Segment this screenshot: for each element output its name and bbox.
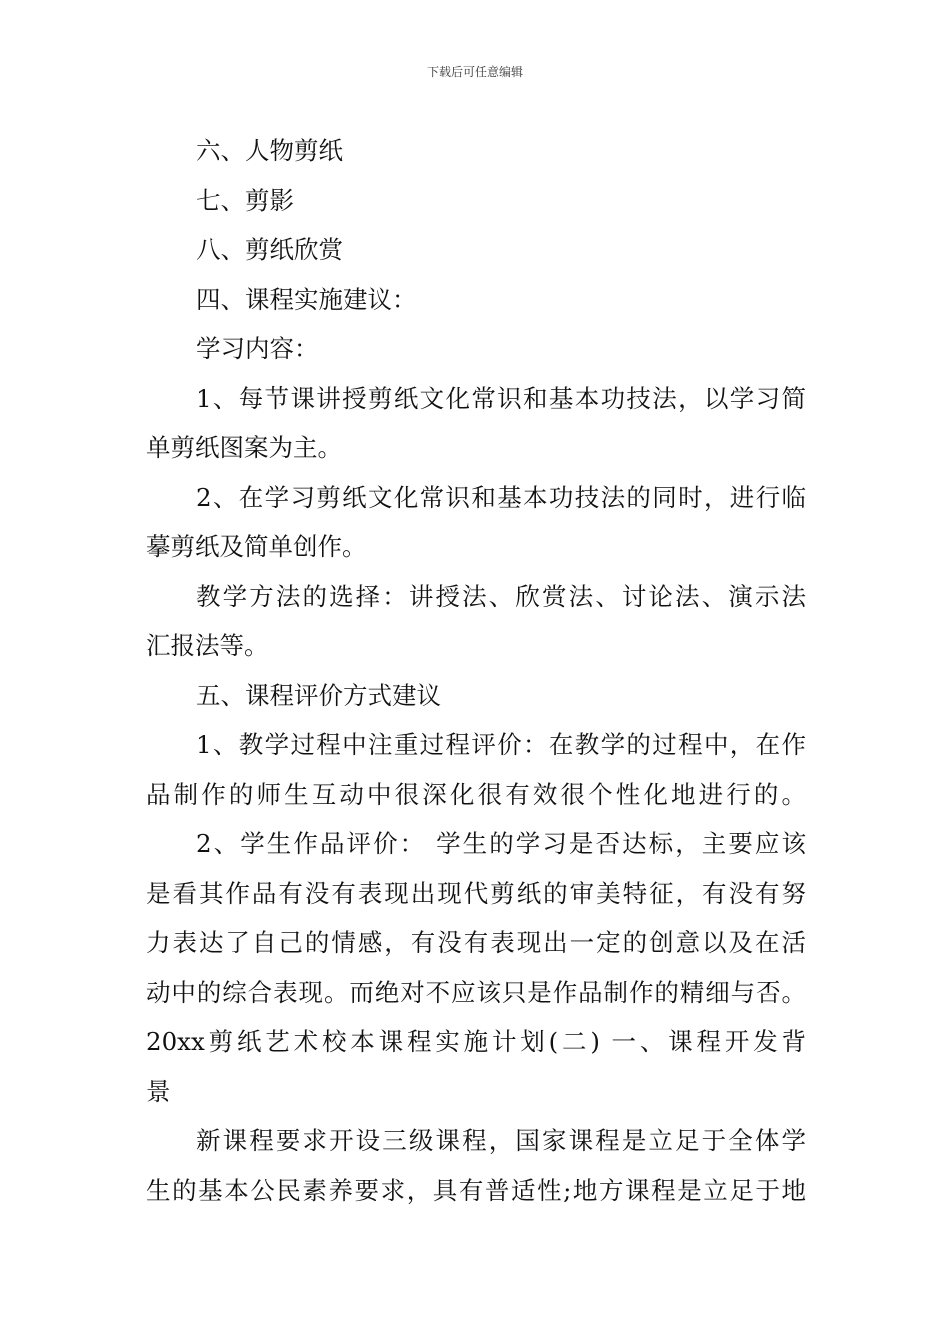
paragraph-line: 20xx剪纸艺术校本课程实施计划(二) 一、课程开发背: [146, 1027, 806, 1056]
paragraph-line: 力表达了自己的情感，有没有表现出一定的创意以及在活: [146, 928, 806, 957]
paragraph-line: 教学方法的选择：讲授法、欣赏法、讨论法、演示法: [196, 581, 806, 611]
section-heading: 四、课程实施建议：: [196, 284, 417, 314]
paragraph-line: 六、人物剪纸: [196, 136, 343, 165]
paragraph-line: 单剪纸图案为主。: [146, 433, 342, 462]
paragraph-line: 学习内容：: [196, 334, 319, 363]
paragraph-line: 2、学生作品评价： 学生的学习是否达标，主要应该: [196, 829, 806, 858]
paragraph-line: 八、剪纸欣赏: [196, 235, 343, 264]
paragraph-line: 2、在学习剪纸文化常识和基本功技法的同时，进行临: [196, 482, 806, 512]
section-heading: 五、课程评价方式建议: [196, 680, 441, 710]
paragraph-line: 新课程要求开设三级课程，国家课程是立足于全体学: [196, 1126, 806, 1155]
paragraph-line: 1、每节课讲授剪纸文化常识和基本功技法，以学习简: [196, 383, 806, 413]
paragraph-line: 七、剪影: [196, 185, 294, 215]
paragraph-line: 品制作的师生互动中很深化很有效很个性化地进行的。: [146, 779, 806, 809]
paragraph-line: 动中的综合表现。而绝对不应该只是作品制作的精细与否。: [146, 977, 806, 1007]
paragraph-line: 1、教学过程中注重过程评价：在教学的过程中，在作: [196, 730, 806, 759]
paragraph-line: 汇报法等。: [146, 631, 269, 660]
paragraph-line: 摹剪纸及简单创作。: [146, 532, 367, 561]
page-header: 下载后可任意编辑: [426, 65, 523, 79]
paragraph-line: 生的基本公民素养要求，具有普适性;地方课程是立足于地: [146, 1175, 806, 1205]
document-body: [146, 126, 806, 1215]
paragraph-line: 是看其作品有没有表现出现代剪纸的审美特征，有没有努: [146, 878, 806, 908]
paragraph-line: 景: [146, 1076, 171, 1106]
